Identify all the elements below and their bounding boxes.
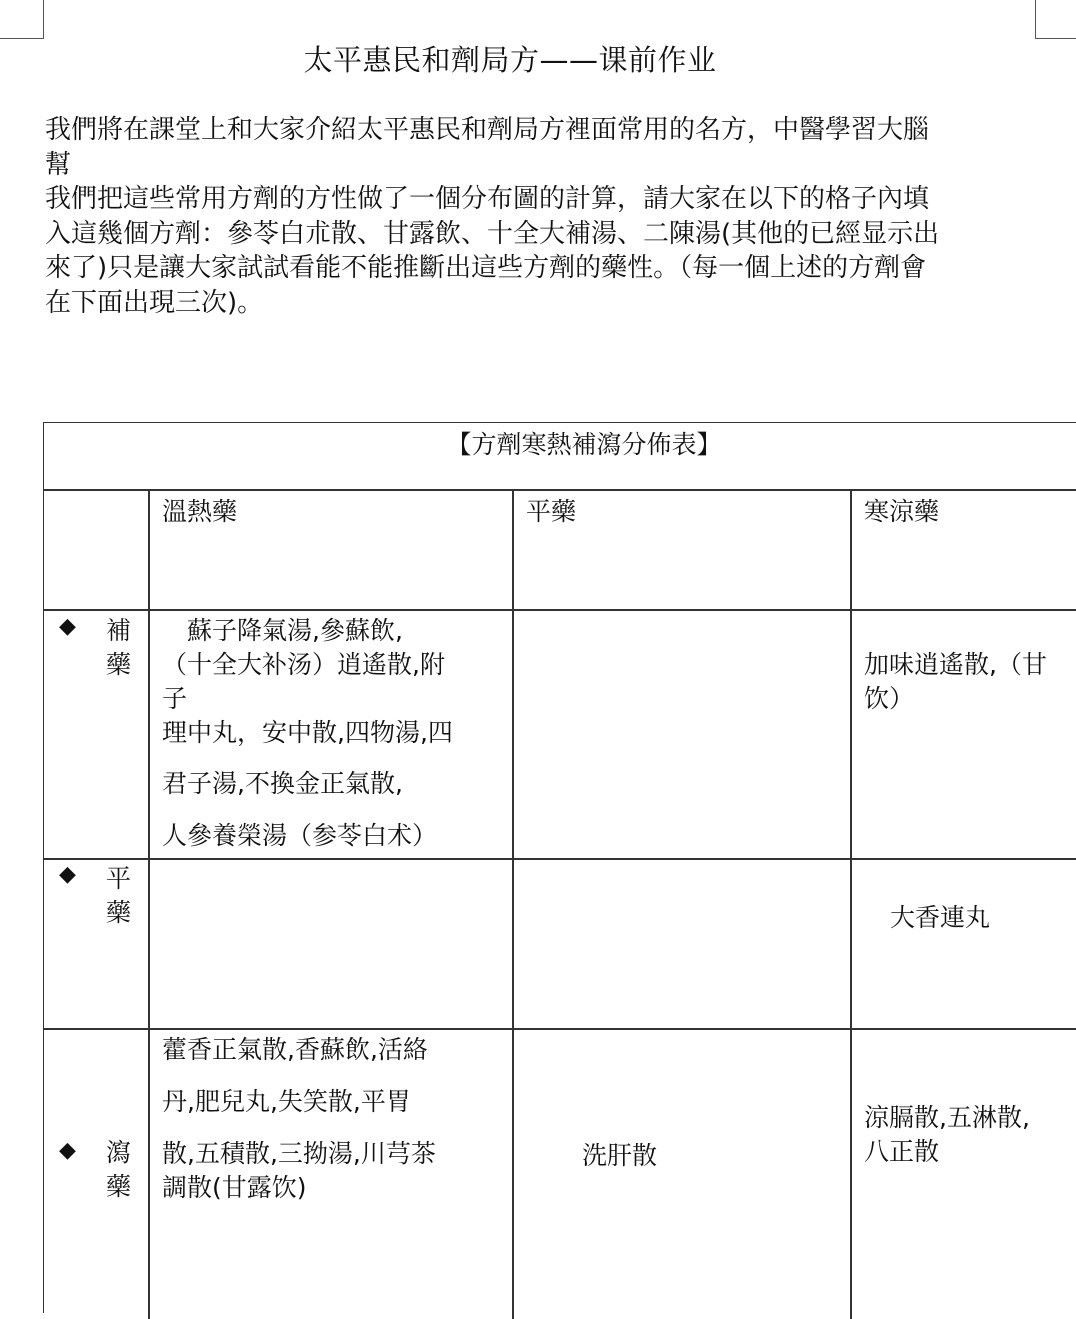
intro-line: 幫	[45, 149, 72, 180]
formula-line: 子	[162, 684, 188, 713]
cell-tonic-cold	[864, 648, 1074, 716]
intro-line: 在下面出現三次)。	[45, 287, 264, 318]
table-rule	[44, 1028, 1076, 1030]
page-corner-mark-left	[0, 0, 44, 39]
formula-line: （十全大补汤）逍遙散,附	[162, 650, 445, 679]
cell-neutral-cold	[890, 898, 1070, 934]
table-rule	[44, 858, 1076, 860]
table-rule	[148, 489, 150, 1319]
intro-line: 來了)只是讓大家試試看能不能推斷出這些方劑的藥性。（每一個上述的方劑會	[45, 253, 927, 283]
formula-line: 理中丸，安中散,四物湯,四	[162, 718, 453, 747]
diamond-bullet: ◆	[59, 862, 76, 887]
cell-purge-warm	[162, 1033, 502, 1205]
row-label-text: 補藥	[106, 616, 132, 679]
formula-line: 丹,肥兒丸,失笑散,平胃	[162, 1087, 411, 1116]
intro-line: 入這幾個方劑：參苓白朮散、甘露飲、十全大補湯、二陳湯(其他的已經显示出	[45, 218, 940, 249]
document-title: 太平惠民和劑局方——课前作业	[303, 43, 717, 77]
cell-tonic-warm	[162, 614, 502, 853]
table-title: 【方劑寒熱補瀉分佈表】	[446, 430, 722, 459]
formula-line: 涼膈散,五淋散,	[864, 1103, 1030, 1132]
column-header-neutral: 平藥	[526, 497, 577, 526]
formula-line: 人參養榮湯（参苓白术）	[162, 821, 438, 850]
diamond-bullet: ◆	[59, 614, 76, 639]
formula-line: 加味逍遙散,（甘	[864, 650, 1047, 679]
column-header-cold: 寒涼藥	[864, 497, 940, 526]
table-rule	[44, 609, 1076, 611]
formula-line: 洗肝散	[582, 1141, 658, 1170]
cell-purge-cold	[864, 1101, 1074, 1169]
formula-line: 饮）	[864, 684, 915, 713]
column-header-warm: 溫熱藥	[162, 497, 238, 526]
page-corner-mark-right	[1035, 0, 1076, 39]
table-rule	[44, 489, 1076, 491]
formula-line: 藿香正氣散,香蘇飲,活絡	[162, 1035, 428, 1064]
row-label-text: 平藥	[106, 864, 132, 927]
formula-line: 蘇子降氣湯,參蘇飲,	[162, 616, 403, 645]
row-label-text: 瀉藥	[106, 1138, 132, 1201]
formula-line: 八正散	[864, 1137, 940, 1166]
intro-line: 我們將在課堂上和大家介紹太平惠民和劑局方裡面常用的名方，中醫學習大腦	[45, 115, 930, 145]
formula-line: 散,五積散,三拗湯,川芎茶	[162, 1139, 436, 1168]
table-rule	[850, 489, 852, 1319]
diamond-bullet: ◆	[59, 1138, 76, 1163]
table-rule	[512, 489, 514, 1319]
cell-purge-neutral	[582, 1136, 782, 1172]
formula-line: 君子湯,不換金正氣散,	[162, 769, 403, 798]
formula-line: 大香連丸	[890, 903, 991, 932]
formula-line: 調散(甘露饮)	[162, 1173, 307, 1202]
intro-line: 我們把這些常用方劑的方性做了一個分布圖的計算，請大家在以下的格子內填	[45, 184, 930, 214]
intro-paragraph	[45, 113, 1045, 320]
